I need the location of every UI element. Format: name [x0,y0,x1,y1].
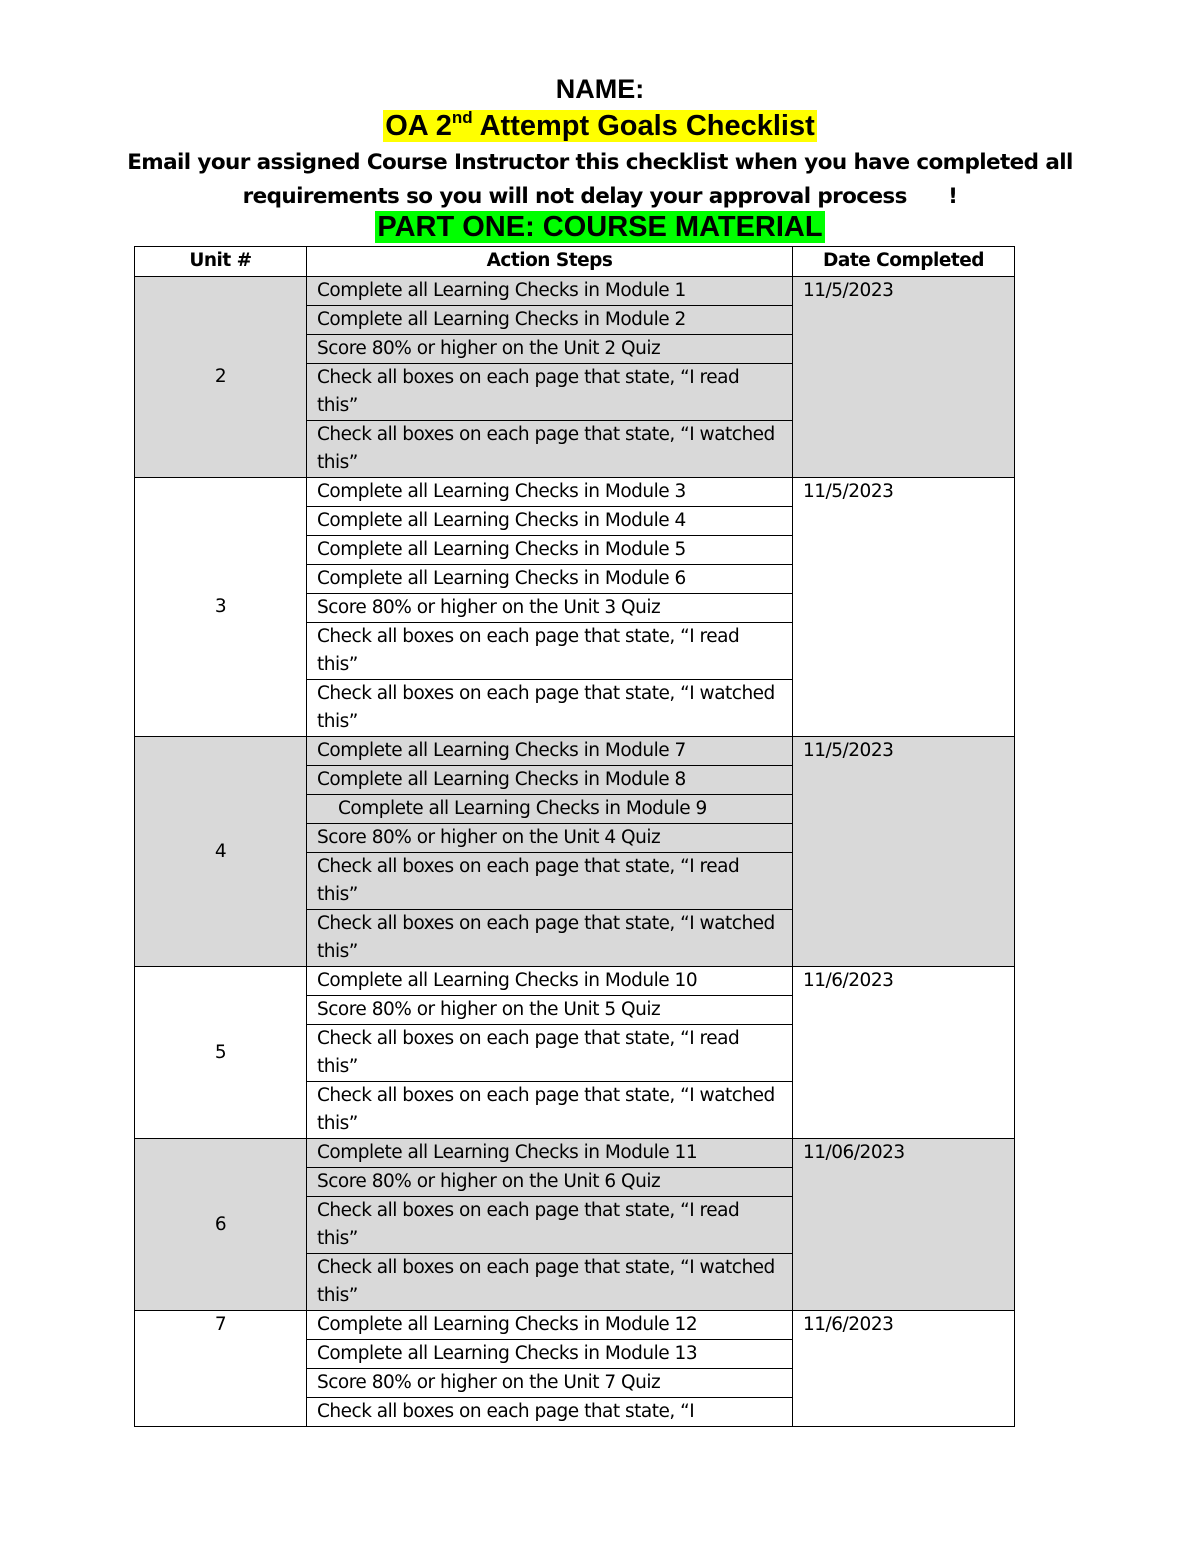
action-step-cell: Check all boxes on each page that state, “I [307,1398,793,1427]
date-completed-cell: 11/6/2023 [793,1311,1015,1427]
action-step-cell: Check all boxes on each page that state, “I read this” [307,1197,793,1254]
action-step-cell: Score 80% or higher on the Unit 4 Quiz [307,824,793,853]
column-header: Date Completed [793,247,1015,277]
action-step-cell: Check all boxes on each page that state, “I read this” [307,853,793,910]
instructions-line-2: requirements so you will not delay your approval process ! [242,184,958,209]
action-step-cell: Check all boxes on each page that state, “I read this” [307,1025,793,1082]
instructions [0,146,1200,214]
action-step-cell: Complete all Learning Checks in Module 10 [307,967,793,996]
instructions-line-1: Email your assigned Course Instructor this checklist when you have completed all [127,150,1073,175]
action-step-cell: Check all boxes on each page that state, “I watched this” [307,680,793,737]
action-step-cell: Check all boxes on each page that state, “I watched this” [307,910,793,967]
date-completed-cell: 11/06/2023 [793,1139,1015,1311]
title-main: OA 2 [385,110,452,142]
action-step-cell: Score 80% or higher on the Unit 3 Quiz [307,594,793,623]
unit-cell: 6 [135,1139,307,1311]
action-step-cell: Complete all Learning Checks in Module 11 [307,1139,793,1168]
action-step-cell: Complete all Learning Checks in Module 2 [307,306,793,335]
date-completed-cell: 11/5/2023 [793,737,1015,967]
action-step-cell: Score 80% or higher on the Unit 2 Quiz [307,335,793,364]
action-step-cell: Complete all Learning Checks in Module 8 [307,766,793,795]
action-step-cell: Check all boxes on each page that state, “I watched this” [307,1254,793,1311]
action-step-cell: Complete all Learning Checks in Module 1 [307,277,793,306]
action-step-cell: Score 80% or higher on the Unit 5 Quiz [307,996,793,1025]
action-step-cell: Check all boxes on each page that state, “I read this” [307,364,793,421]
table-row [135,478,1015,507]
part-heading-text: PART ONE: COURSE MATERIAL [377,211,823,243]
action-step-cell: Complete all Learning Checks in Module 4 [307,507,793,536]
name-label: NAME: [555,74,645,104]
action-step-cell: Score 80% or higher on the Unit 7 Quiz [307,1369,793,1398]
table-body [135,277,1015,1427]
action-step-cell: Complete all Learning Checks in Module 7 [307,737,793,766]
date-completed-cell: 11/6/2023 [793,967,1015,1139]
table-row [135,967,1015,996]
unit-cell: 5 [135,967,307,1139]
unit-cell: 3 [135,478,307,737]
action-step-cell: Complete all Learning Checks in Module 6 [307,565,793,594]
action-step-cell: Complete all Learning Checks in Module 13 [307,1340,793,1369]
unit-cell: 7 [135,1311,307,1427]
column-header: Unit # [135,247,307,277]
action-step-cell: Score 80% or higher on the Unit 6 Quiz [307,1168,793,1197]
table-row [135,277,1015,306]
title-rest: Attempt Goals Checklist [472,110,815,142]
action-step-cell: Check all boxes on each page that state, “I read this” [307,623,793,680]
action-step-cell: Complete all Learning Checks in Module 5 [307,536,793,565]
action-step-cell: Check all boxes on each page that state, “I watched this” [307,1082,793,1139]
table-row [135,1139,1015,1168]
action-step-cell: Complete all Learning Checks in Module 3 [307,478,793,507]
date-completed-cell: 11/5/2023 [793,478,1015,737]
action-step-cell: Complete all Learning Checks in Module 9 [307,795,793,824]
checklist-table [134,246,1015,1427]
title-superscript: nd [451,108,473,127]
page-title [0,108,1200,144]
unit-cell: 4 [135,737,307,967]
action-step-cell: Complete all Learning Checks in Module 12 [307,1311,793,1340]
table-header-row [135,247,1015,277]
unit-cell: 2 [135,277,307,478]
part-heading [0,210,1200,244]
date-completed-cell: 11/5/2023 [793,277,1015,478]
table-row [135,737,1015,766]
action-step-cell: Check all boxes on each page that state, “I watched this” [307,421,793,478]
table-row [135,1311,1015,1340]
column-header: Action Steps [307,247,793,277]
